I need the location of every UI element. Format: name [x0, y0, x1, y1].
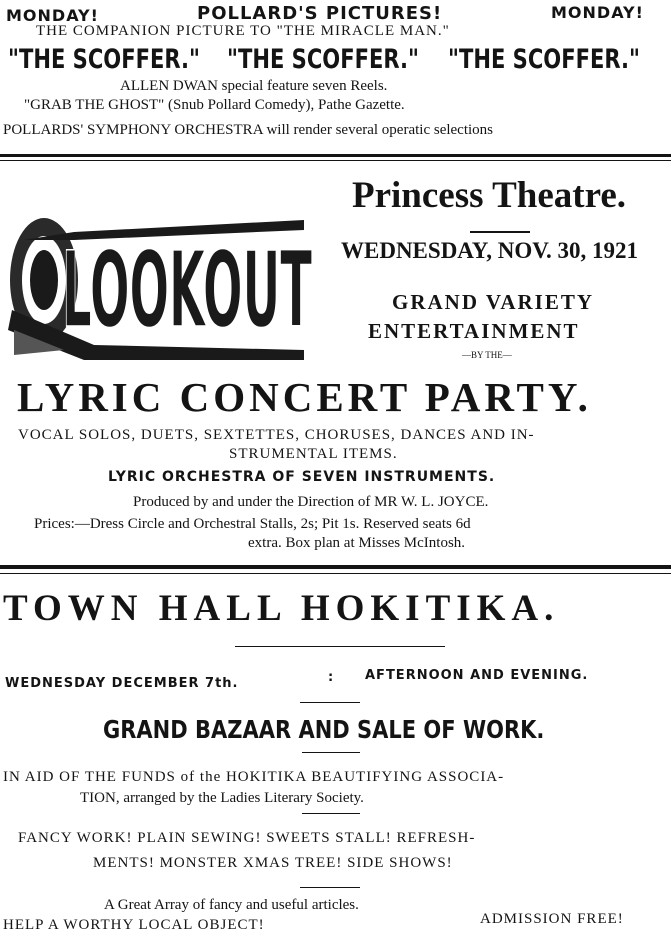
townhall-colon: :	[328, 670, 334, 685]
admission-free: ADMISSION FREE!	[480, 911, 624, 927]
orchestra-line: POLLARDS' SYMPHONY ORCHESTRA will render several operatic selections	[3, 122, 494, 138]
fancy-rule-bottom	[300, 887, 360, 888]
divider-middle-thin	[0, 573, 671, 574]
bazaar-rule-top	[300, 702, 360, 703]
princess-date: WEDNESDAY, NOV. 30, 1921	[341, 238, 638, 263]
monday-right: MONDAY!	[551, 3, 644, 22]
townhall-ornament-rule	[235, 646, 445, 647]
divider-top-thin	[0, 160, 671, 161]
scoffer-1: "THE SCOFFER."	[8, 44, 200, 75]
bazaar-rule-bottom	[302, 752, 360, 753]
lyric-concert-party: LYRIC CONCERT PARTY.	[17, 374, 592, 420]
lookout-logo	[4, 180, 324, 370]
princess-theatre-title: Princess Theatre.	[352, 175, 627, 216]
monday-left: MONDAY!	[6, 6, 99, 25]
prices-line-1: Prices:—Dress Circle and Orchestral Stalls, 2s; Pit 1s. Reserved seats 6d	[34, 516, 471, 532]
townhall-title: TOWN HALL HOKITIKA.	[3, 588, 560, 629]
great-array: A Great Array of fancy and useful articles.	[104, 897, 359, 913]
divider-middle	[0, 565, 671, 569]
allen-dwan-line: ALLEN DWAN special feature seven Reels.	[120, 78, 388, 94]
townhall-date: WEDNESDAY DECEMBER 7th.	[5, 676, 239, 691]
scoffer-3: "THE SCOFFER."	[448, 44, 640, 75]
items-line-2: STRUMENTAL ITEMS.	[229, 446, 398, 462]
entertainment: ENTERTAINMENT	[368, 319, 580, 343]
fancy-line-1: FANCY WORK! PLAIN SEWING! SWEETS STALL! REFRESH-	[18, 830, 476, 846]
by-the: —BY THE—	[462, 350, 512, 360]
lookout-logo-text: LOOKOUT	[62, 229, 313, 351]
townhall-time: AFTERNOON AND EVENING.	[365, 668, 589, 683]
produced-line: Produced by and under the Direction of MR W. L. JOYCE.	[133, 494, 489, 510]
grab-ghost-line: "GRAB THE GHOST" (Snub Pollard Comedy), Pathe Gazette.	[24, 97, 405, 113]
aid-line-1: IN AID OF THE FUNDS of the HOKITIKA BEAUTIFYING ASSOCIA-	[3, 769, 505, 785]
fancy-rule-top	[302, 813, 360, 814]
scoffer-2: "THE SCOFFER."	[227, 44, 419, 75]
grand-variety: GRAND VARIETY	[392, 290, 595, 314]
companion-line: THE COMPANION PICTURE TO "THE MIRACLE MAN."	[36, 23, 450, 39]
pollards-title: POLLARD'S PICTURES!	[197, 3, 443, 24]
divider-top	[0, 154, 671, 157]
help-worthy: HELP A WORTHY LOCAL OBJECT!	[3, 917, 265, 933]
fancy-line-2: MENTS! MONSTER XMAS TREE! SIDE SHOWS!	[93, 855, 453, 871]
prices-line-2: extra. Box plan at Misses McIntosh.	[248, 535, 466, 551]
grand-bazaar: GRAND BAZAAR AND SALE OF WORK.	[103, 715, 545, 744]
items-line-1: VOCAL SOLOS, DUETS, SEXTETTES, CHORUSES, DANCES AND IN-	[18, 427, 535, 443]
aid-line-2: TION, arranged by the Ladies Literary Society.	[80, 790, 364, 806]
princess-ornament-rule	[470, 231, 530, 233]
lyric-orchestra: LYRIC ORCHESTRA OF SEVEN INSTRUMENTS.	[108, 469, 496, 485]
